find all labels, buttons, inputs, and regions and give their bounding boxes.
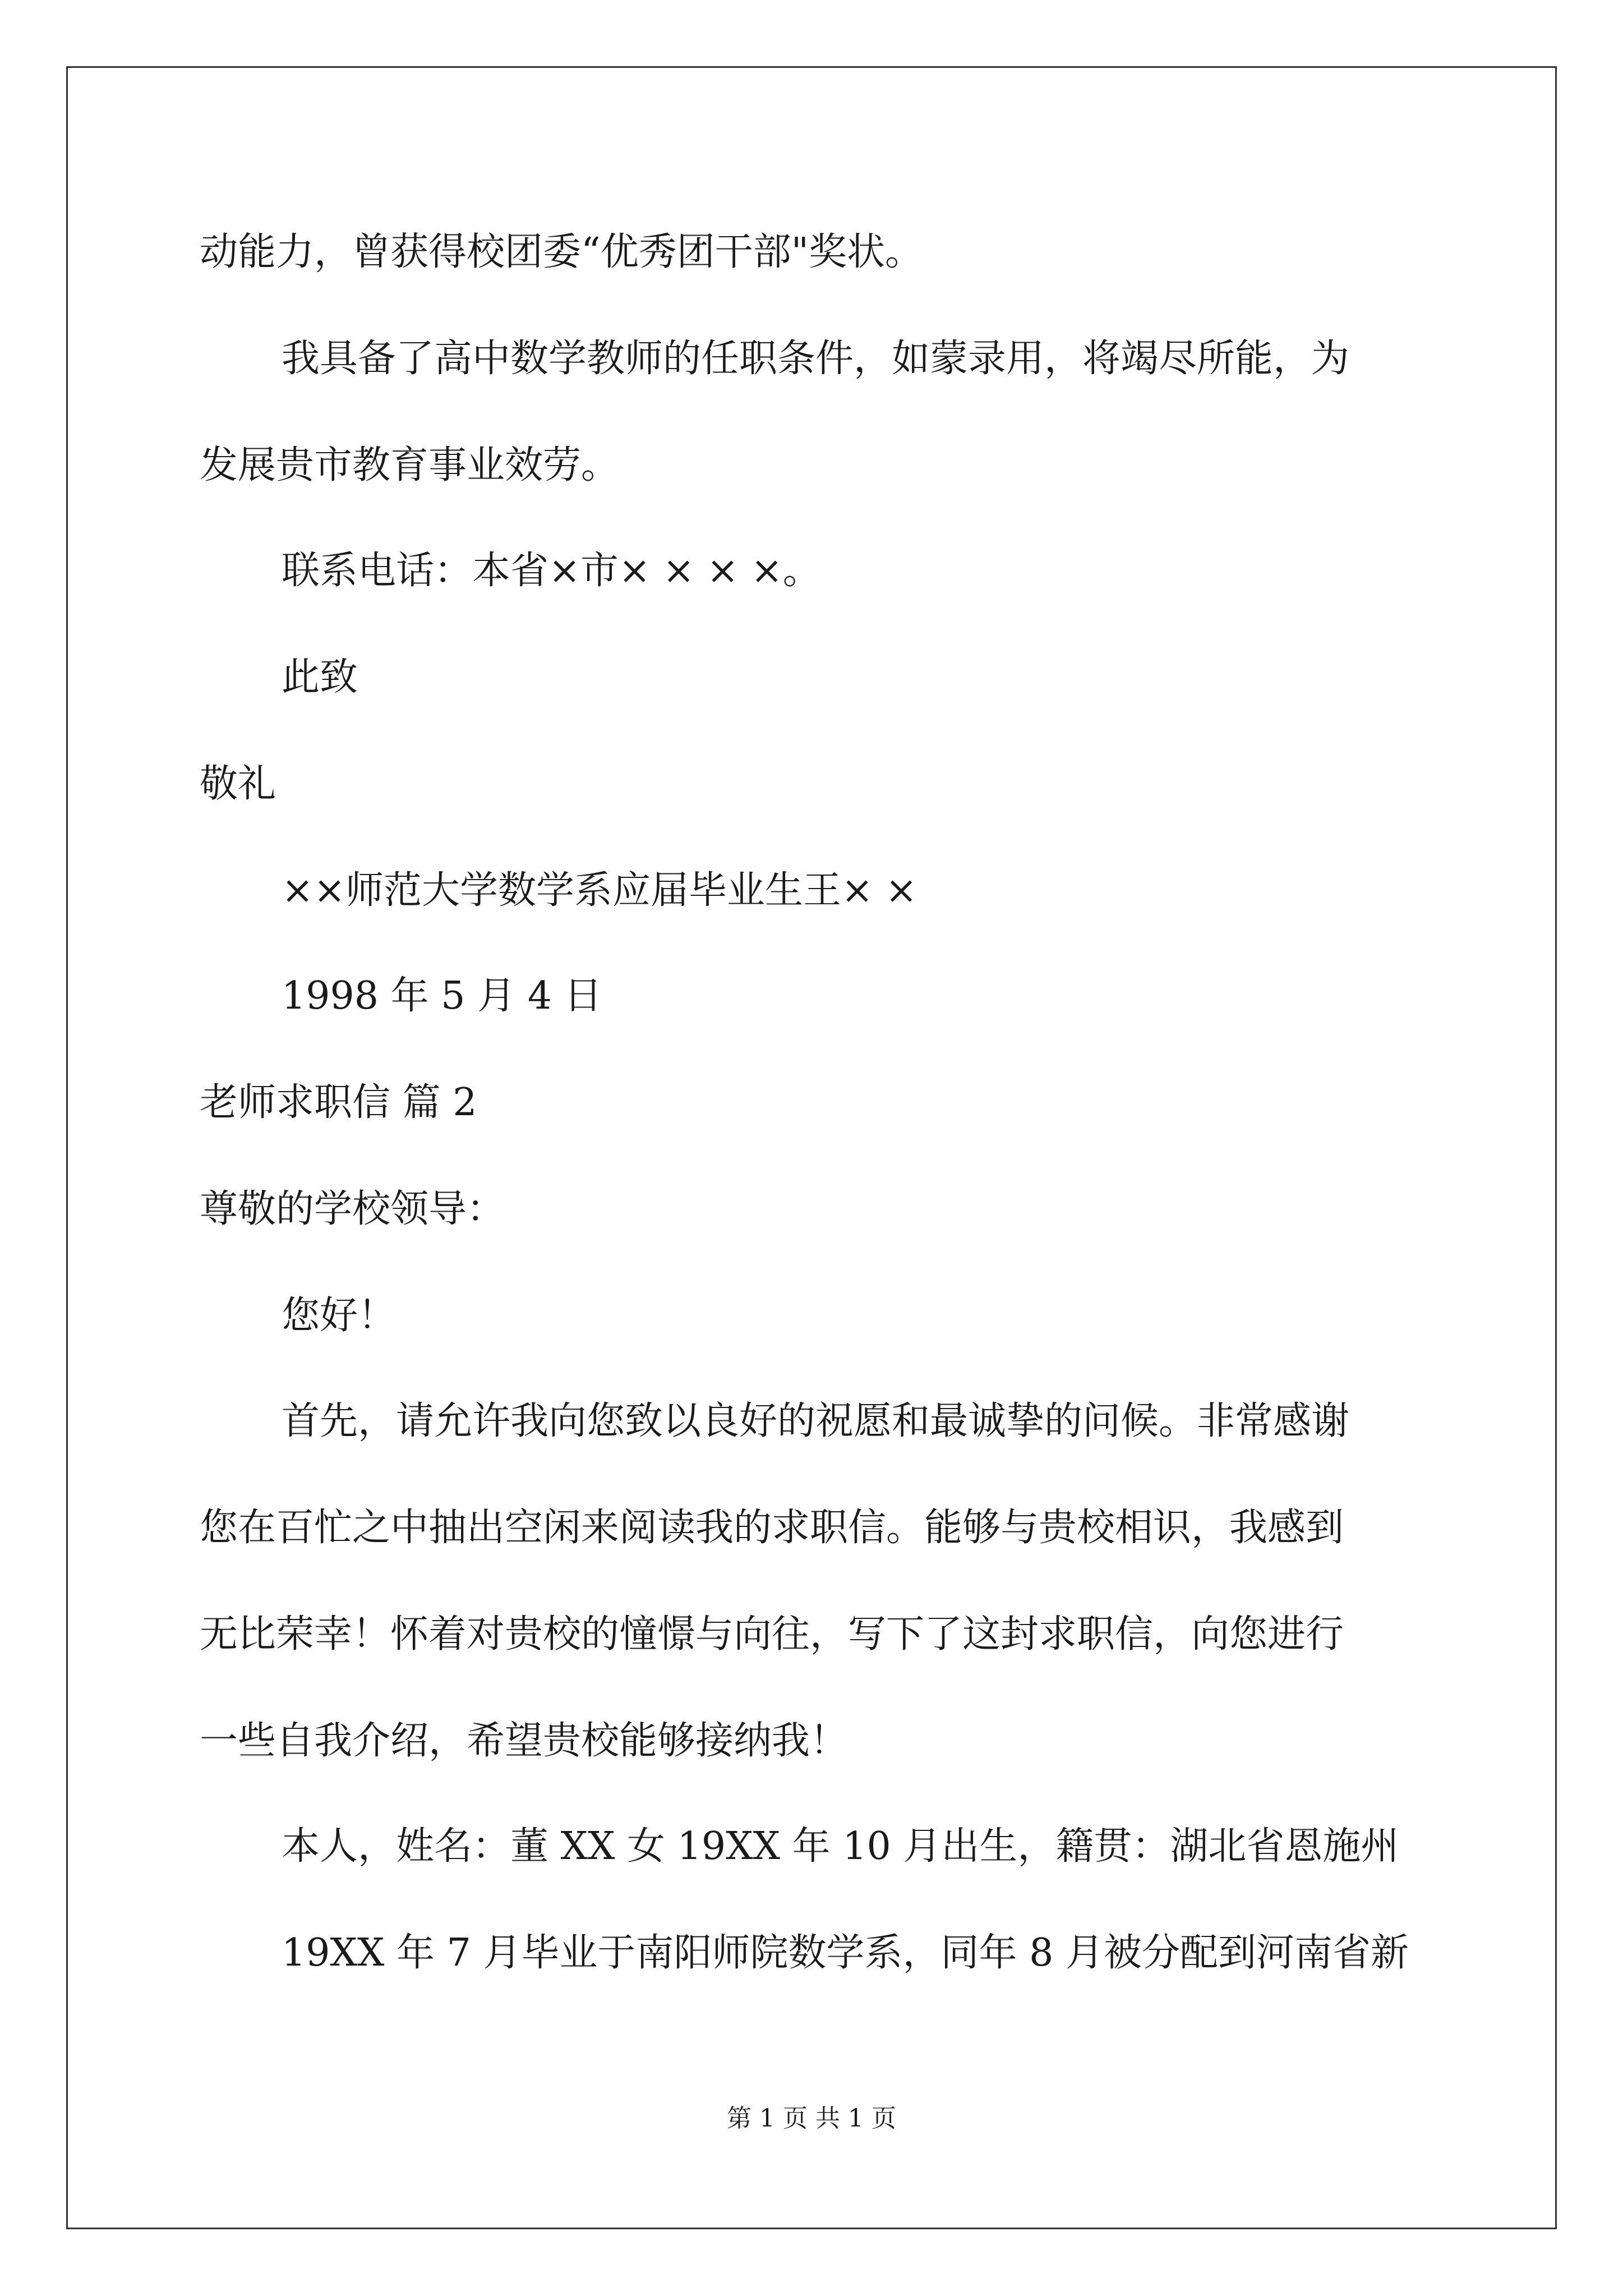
page-footer: 第 1 页 共 1 页 xyxy=(727,2104,896,2133)
text-line-7: ××师范大学数学系应届毕业生王× × xyxy=(282,868,917,913)
text-line-16: 本人，姓名：董 XX 女 19XX 年 10 月出生，籍贯：湖北省恩施州 xyxy=(282,1824,1399,1869)
text-line-4: 联系电话：本省×市× × × ×。 xyxy=(282,549,821,593)
salutation: 尊敬的学校领导： xyxy=(200,1187,505,1231)
text-line-3: 发展贵市教育事业效劳。 xyxy=(200,443,620,487)
text-line-12: 首先，请允许我向您致以良好的祝愿和最诚挚的问候。非常感谢 xyxy=(282,1399,1350,1443)
text-line-8: 1998 年 5 月 4 日 xyxy=(282,974,602,1018)
text-line-15: 一些自我介绍，希望贵校能够接纳我！ xyxy=(200,1719,849,1763)
text-line-6: 敬礼 xyxy=(200,762,276,806)
section-heading: 老师求职信 篇 2 xyxy=(200,1080,477,1125)
text-line-1: 动能力，曾获得校团委“优秀团干部"奖状。 xyxy=(200,230,924,274)
text-line-14: 无比荣幸！怀着对贵校的憧憬与向往，写下了这封求职信，向您进行 xyxy=(200,1612,1344,1657)
greeting: 您好！ xyxy=(282,1294,396,1338)
text-line-17: 19XX 年 7 月毕业于南阳师院数学系，同年 8 月被分配到河南省新 xyxy=(282,1931,1409,1975)
page-border xyxy=(66,66,1557,2229)
text-line-13: 您在百忙之中抽出空闲来阅读我的求职信。能够与贵校相识，我感到 xyxy=(200,1506,1344,1550)
text-line-5: 此致 xyxy=(282,655,358,700)
text-line-2: 我具备了高中数学教师的任职条件，如蒙录用，将竭尽所能，为 xyxy=(282,337,1350,381)
